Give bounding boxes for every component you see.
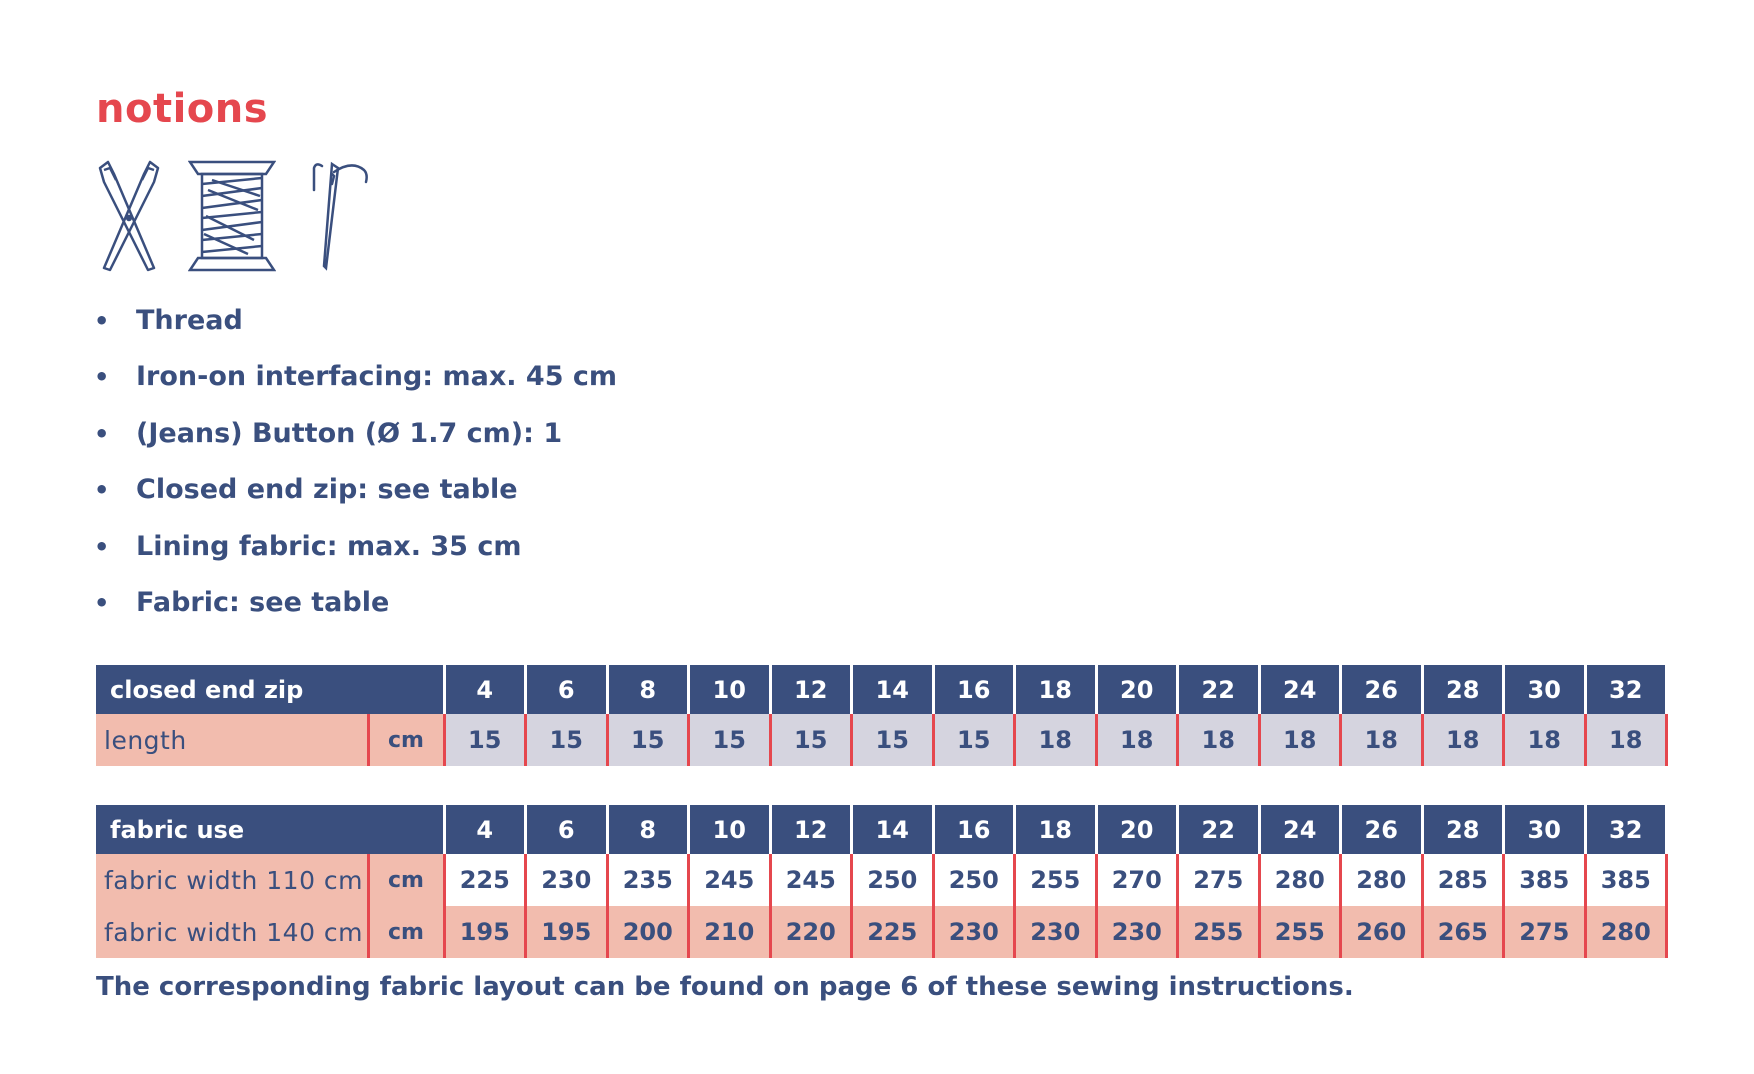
size-header: 4: [444, 665, 526, 714]
bullet: •: [94, 307, 110, 335]
table-cell: 235: [607, 854, 689, 906]
table-cell: 15: [852, 714, 934, 766]
size-header: 20: [1096, 665, 1178, 714]
bullet: •: [94, 476, 110, 505]
table-cell: 230: [1015, 906, 1097, 958]
list-item: [94, 528, 617, 584]
row-label: fabric width 140 cm: [96, 906, 368, 958]
table-cell: 225: [444, 854, 526, 906]
list-item: [94, 584, 617, 640]
table-row: [96, 714, 1667, 766]
table-cell: 255: [1178, 906, 1260, 958]
section-title: notions: [96, 86, 269, 132]
fabric-table: [96, 805, 1668, 958]
bullet: •: [94, 588, 110, 617]
table-cell: 255: [1259, 906, 1341, 958]
needle-icon: [312, 160, 372, 272]
scissors-icon: [94, 160, 164, 272]
row-label: length: [96, 714, 368, 766]
table-cell: 225: [852, 906, 934, 958]
table-cell: 265: [1422, 906, 1504, 958]
table-header-label: fabric use: [96, 805, 444, 854]
item-text: Lining fabric: max. 35 cm: [136, 530, 522, 562]
table-cell: 230: [1096, 906, 1178, 958]
size-header: 24: [1259, 805, 1341, 854]
size-header: 8: [607, 805, 689, 854]
row-unit: cm: [368, 714, 444, 766]
table-cell: 255: [1015, 854, 1097, 906]
table-cell: 210: [689, 906, 771, 958]
table-header-label: closed end zip: [96, 665, 444, 714]
size-header: 26: [1341, 665, 1423, 714]
table-cell: 285: [1422, 854, 1504, 906]
table-cell: 280: [1341, 854, 1423, 906]
size-header: 20: [1096, 805, 1178, 854]
row-unit: cm: [368, 854, 444, 906]
size-header: 22: [1178, 805, 1260, 854]
table-cell: 18: [1259, 714, 1341, 766]
size-header: 12: [770, 805, 852, 854]
table-cell: 220: [770, 906, 852, 958]
size-header: 28: [1422, 665, 1504, 714]
size-header: 24: [1259, 665, 1341, 714]
table-cell: 280: [1259, 854, 1341, 906]
table-cell: 195: [526, 906, 608, 958]
table-cell: 18: [1341, 714, 1423, 766]
table-cell: 250: [852, 854, 934, 906]
size-header: 6: [526, 805, 608, 854]
item-text: Closed end zip: see table: [136, 474, 518, 506]
table-cell: 15: [933, 714, 1015, 766]
size-header: 6: [526, 665, 608, 714]
item-text: (Jeans) Button (Ø 1.7 cm): 1: [136, 417, 563, 449]
size-header: 14: [852, 665, 934, 714]
table-cell: 18: [1585, 714, 1667, 766]
item-text: Thread: [136, 305, 243, 336]
size-header: 30: [1504, 805, 1586, 854]
table-cell: 245: [689, 854, 771, 906]
size-header: 10: [689, 665, 771, 714]
size-header: 12: [770, 665, 852, 714]
row-label: fabric width 110 cm: [96, 854, 368, 906]
bullet: •: [94, 363, 110, 392]
size-header: 18: [1015, 805, 1097, 854]
table-header-row: [96, 665, 1667, 714]
table-cell: 195: [444, 906, 526, 958]
table-cell: 18: [1504, 714, 1586, 766]
table-cell: 260: [1341, 906, 1423, 958]
item-text: Fabric: see table: [136, 586, 390, 618]
size-header: 16: [933, 805, 1015, 854]
table-cell: 230: [526, 854, 608, 906]
size-header: 18: [1015, 665, 1097, 714]
zip-table: [96, 665, 1668, 766]
size-header: 16: [933, 665, 1015, 714]
table-cell: 15: [607, 714, 689, 766]
table-row: [96, 906, 1667, 958]
table-cell: 15: [689, 714, 771, 766]
size-header: 22: [1178, 665, 1260, 714]
table-cell: 245: [770, 854, 852, 906]
table-cell: 15: [444, 714, 526, 766]
table-cell: 18: [1015, 714, 1097, 766]
list-item: [94, 302, 617, 358]
size-header: 32: [1585, 805, 1667, 854]
size-header: 8: [607, 665, 689, 714]
table-cell: 270: [1096, 854, 1178, 906]
table-cell: 18: [1178, 714, 1260, 766]
table-cell: 18: [1096, 714, 1178, 766]
size-header: 14: [852, 805, 934, 854]
table-cell: 18: [1422, 714, 1504, 766]
table-cell: 250: [933, 854, 1015, 906]
list-item: [94, 415, 617, 471]
table-cell: 200: [607, 906, 689, 958]
table-cell: 275: [1504, 906, 1586, 958]
table-cell: 230: [933, 906, 1015, 958]
table-header-row: [96, 805, 1667, 854]
table-cell: 275: [1178, 854, 1260, 906]
table-row: [96, 854, 1667, 906]
table-cell: 15: [526, 714, 608, 766]
size-header: 32: [1585, 665, 1667, 714]
size-header: 10: [689, 805, 771, 854]
bullet: •: [94, 419, 110, 448]
notions-list: [94, 302, 617, 640]
size-header: 26: [1341, 805, 1423, 854]
size-header: 28: [1422, 805, 1504, 854]
list-item: [94, 471, 617, 527]
table-cell: 15: [770, 714, 852, 766]
list-item: [94, 358, 617, 414]
bullet: •: [94, 532, 110, 561]
size-header: 4: [444, 805, 526, 854]
table-cell: 280: [1585, 906, 1667, 958]
table-cell: 385: [1504, 854, 1586, 906]
thread-spool-icon: [188, 160, 276, 272]
footer-note: The corresponding fabric layout can be found on page 6 of these sewing instructions.: [96, 972, 1354, 1002]
size-header: 30: [1504, 665, 1586, 714]
table-cell: 385: [1585, 854, 1667, 906]
item-text: Iron-on interfacing: max. 45 cm: [136, 361, 618, 393]
row-unit: cm: [368, 906, 444, 958]
